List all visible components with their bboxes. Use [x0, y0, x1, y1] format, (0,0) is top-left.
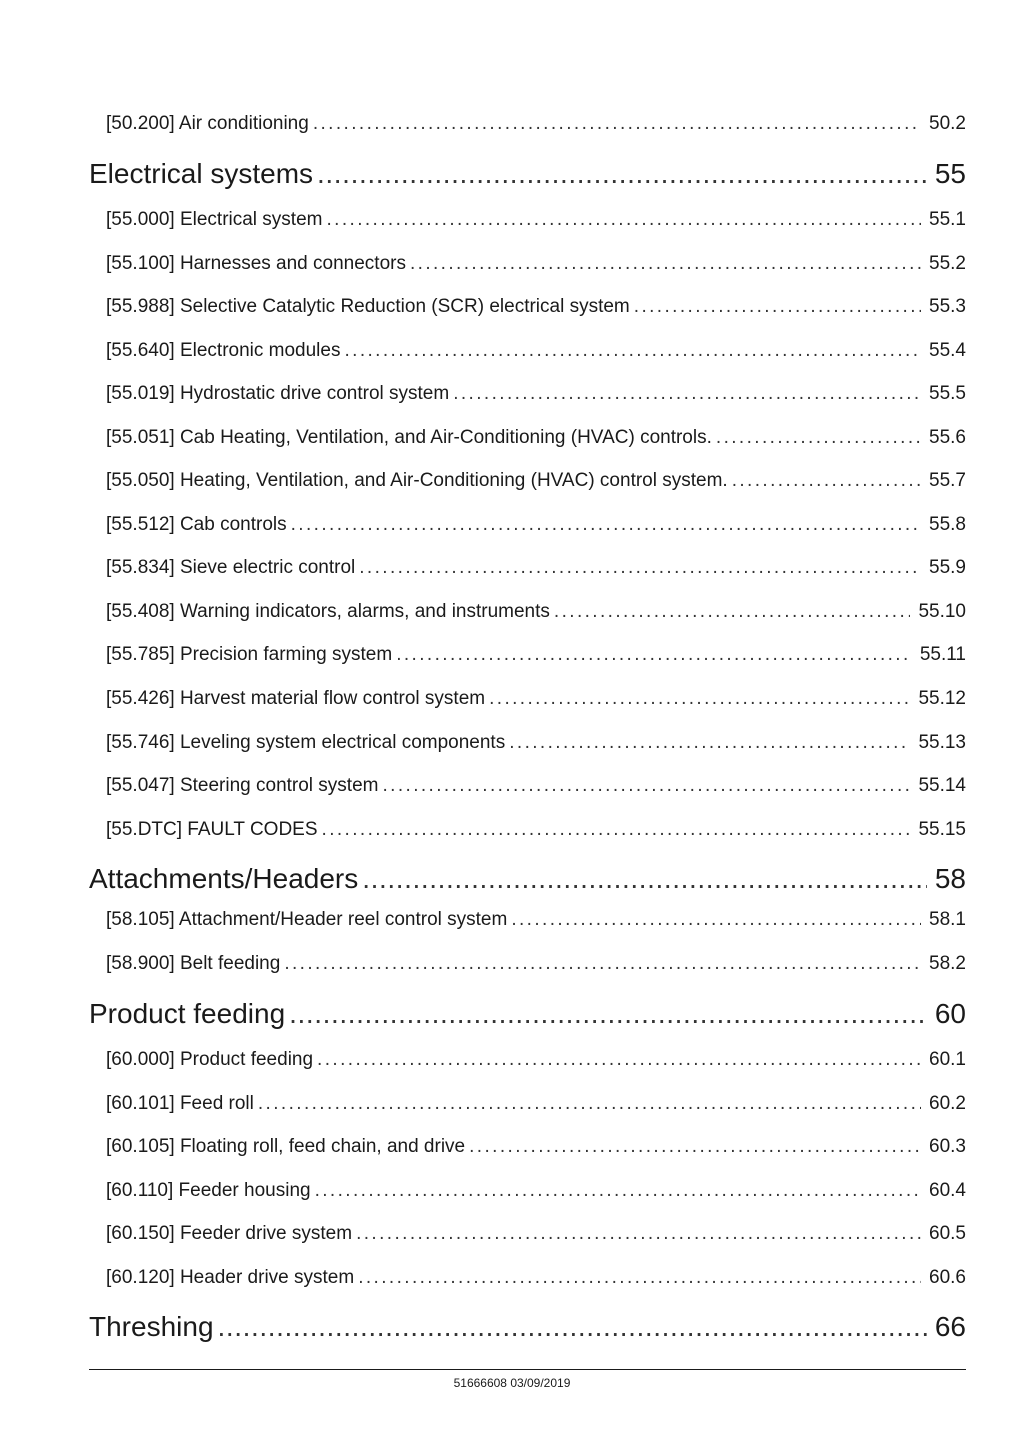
toc-entry[interactable] [106, 1222, 966, 1246]
dot-leader [469, 1135, 921, 1159]
dot-leader [289, 997, 927, 1031]
toc-entry-label: [55.047] Steering control system [106, 775, 379, 796]
toc-entry-page: 58.2 [929, 953, 966, 974]
dot-leader [634, 295, 921, 319]
toc-entry-label: [55.050] Heating, Ventilation, and Air-Conditioning (HVAC) control system. [106, 470, 728, 491]
toc-entry[interactable] [106, 469, 966, 493]
dot-leader [362, 862, 927, 896]
toc-entry-page: 55.10 [918, 601, 966, 622]
toc-entry[interactable] [106, 643, 966, 667]
dot-leader [317, 1048, 921, 1072]
toc-section-title: Attachments/Headers [89, 863, 359, 894]
toc-entry-page: 60.5 [929, 1223, 966, 1244]
toc-entry-page: 60.1 [929, 1049, 966, 1070]
toc-entry[interactable] [106, 208, 966, 232]
toc-entry-label: [55.512] Cab controls [106, 514, 287, 535]
dot-leader [716, 426, 921, 450]
toc-entry-label: [60.150] Feeder drive system [106, 1223, 353, 1244]
toc-section-page: 58 [934, 863, 966, 894]
toc-entry[interactable] [106, 1179, 966, 1203]
toc-entry-page: 55.11 [919, 644, 966, 665]
dot-leader [315, 1179, 921, 1203]
dot-leader [356, 1222, 921, 1246]
toc-entry-label: [55.785] Precision farming system [106, 644, 393, 665]
toc-entry-page: 50.2 [929, 113, 966, 134]
toc-entry-label: [55.988] Selective Catalytic Reduction (SCR) electrical system [106, 296, 630, 317]
toc-entry[interactable] [106, 1092, 966, 1116]
dot-leader [258, 1092, 921, 1116]
toc-entry-page: 60.3 [929, 1136, 966, 1157]
toc-entry[interactable] [106, 426, 966, 450]
toc-section-title: Product feeding [89, 998, 286, 1029]
toc-entry[interactable] [106, 295, 966, 319]
toc-entry-page: 55.2 [929, 253, 966, 274]
toc-entry-label: [55.100] Harnesses and connectors [106, 253, 406, 274]
toc-entry[interactable] [106, 513, 966, 537]
toc-section-page: 60 [934, 998, 966, 1029]
toc-entry-page: 55.3 [929, 296, 966, 317]
dot-leader [291, 513, 921, 537]
toc-entry[interactable] [106, 687, 966, 711]
toc-entry-label: [55.019] Hydrostatic drive control system [106, 383, 450, 404]
toc-entry-page: 55.15 [918, 819, 966, 840]
toc-entry-label: [55.000] Electrical system [106, 209, 323, 230]
dot-leader [322, 818, 911, 842]
toc-section-threshing[interactable] [89, 1310, 966, 1344]
toc-entry-label: [55.746] Leveling system electrical components [106, 732, 506, 753]
toc-entry-page: 55.7 [929, 470, 966, 491]
toc-entry-page: 55.8 [929, 514, 966, 535]
toc-entry-label: [58.900] Belt feeding [106, 953, 281, 974]
dot-leader [218, 1310, 927, 1344]
dot-leader [489, 687, 910, 711]
toc-entry-page: 55.5 [929, 383, 966, 404]
toc-entry[interactable] [106, 1266, 966, 1290]
toc-entry[interactable] [106, 908, 966, 932]
dot-leader [511, 908, 921, 932]
toc-section-page: 66 [934, 1311, 966, 1342]
footer-divider [89, 1369, 966, 1370]
toc-entry-label: [55.408] Warning indicators, alarms, and instruments [106, 601, 550, 622]
toc-entry[interactable] [106, 600, 966, 624]
toc-entry-page: 55.6 [929, 427, 966, 448]
toc-section-title: Threshing [89, 1311, 214, 1342]
dot-leader [382, 774, 910, 798]
toc-entry-page: 55.1 [929, 209, 966, 230]
dot-leader [453, 382, 921, 406]
toc-entry-label: [55.834] Sieve electric control [106, 557, 356, 578]
dot-leader [284, 952, 921, 976]
toc-entry-50-200[interactable] [106, 112, 966, 136]
toc-entry-label: [55.640] Electronic modules [106, 340, 341, 361]
dot-leader [317, 157, 927, 191]
toc-entry[interactable] [106, 774, 966, 798]
dot-leader [359, 556, 921, 580]
toc-section-product-feeding[interactable] [89, 997, 966, 1031]
toc-entry-label: [60.105] Floating roll, feed chain, and drive [106, 1136, 466, 1157]
dot-leader [326, 208, 921, 232]
toc-entry[interactable] [106, 382, 966, 406]
toc-entry-label: [55.051] Cab Heating, Ventilation, and Air-Conditioning (HVAC) controls. [106, 427, 712, 448]
dot-leader [313, 112, 921, 136]
toc-entry-label: [58.105] Attachment/Header reel control system [106, 909, 508, 930]
toc-entry-label: [60.120] Header drive system [106, 1267, 355, 1288]
toc-section-attachments-headers[interactable] [89, 862, 966, 896]
toc-entry[interactable] [106, 952, 966, 976]
toc-entry[interactable] [106, 731, 966, 755]
toc-entry[interactable] [106, 339, 966, 363]
toc-entry-page: 55.9 [929, 557, 966, 578]
toc-entry-label: [60.101] Feed roll [106, 1093, 254, 1114]
toc-entry-page: 60.6 [929, 1267, 966, 1288]
toc-entry-page: 60.2 [929, 1093, 966, 1114]
toc-section-electrical-systems[interactable] [89, 157, 966, 191]
dot-leader [396, 643, 912, 667]
toc-entry-page: 55.12 [918, 688, 966, 709]
toc-entry[interactable] [106, 1135, 966, 1159]
dot-leader [509, 731, 910, 755]
toc-entry-page: 60.4 [929, 1180, 966, 1201]
toc-entry-page: 58.1 [929, 909, 966, 930]
dot-leader [554, 600, 911, 624]
toc-entry-label: [55.426] Harvest material flow control system [106, 688, 486, 709]
dot-leader [732, 469, 921, 493]
toc-entry-label: [60.110] Feeder housing [106, 1180, 311, 1201]
toc-entry-label: [60.000] Product feeding [106, 1049, 314, 1070]
toc-entry[interactable] [106, 818, 966, 842]
footer-document-reference: 51666608 03/09/2019 [453, 1376, 571, 1390]
dot-leader [358, 1266, 921, 1290]
toc-section-page: 55 [934, 158, 966, 189]
toc-entry-label: [55.DTC] FAULT CODES [106, 819, 318, 840]
toc-section-title: Electrical systems [89, 158, 314, 189]
toc-entry[interactable] [106, 1048, 966, 1072]
dot-leader [344, 339, 921, 363]
toc-entry-page: 55.4 [929, 340, 966, 361]
toc-entry[interactable] [106, 252, 966, 276]
toc-entry-label: [50.200] Air conditioning [106, 113, 309, 134]
toc-entry-page: 55.13 [918, 732, 966, 753]
toc-entry[interactable] [106, 556, 966, 580]
toc-entry-page: 55.14 [918, 775, 966, 796]
dot-leader [410, 252, 921, 276]
